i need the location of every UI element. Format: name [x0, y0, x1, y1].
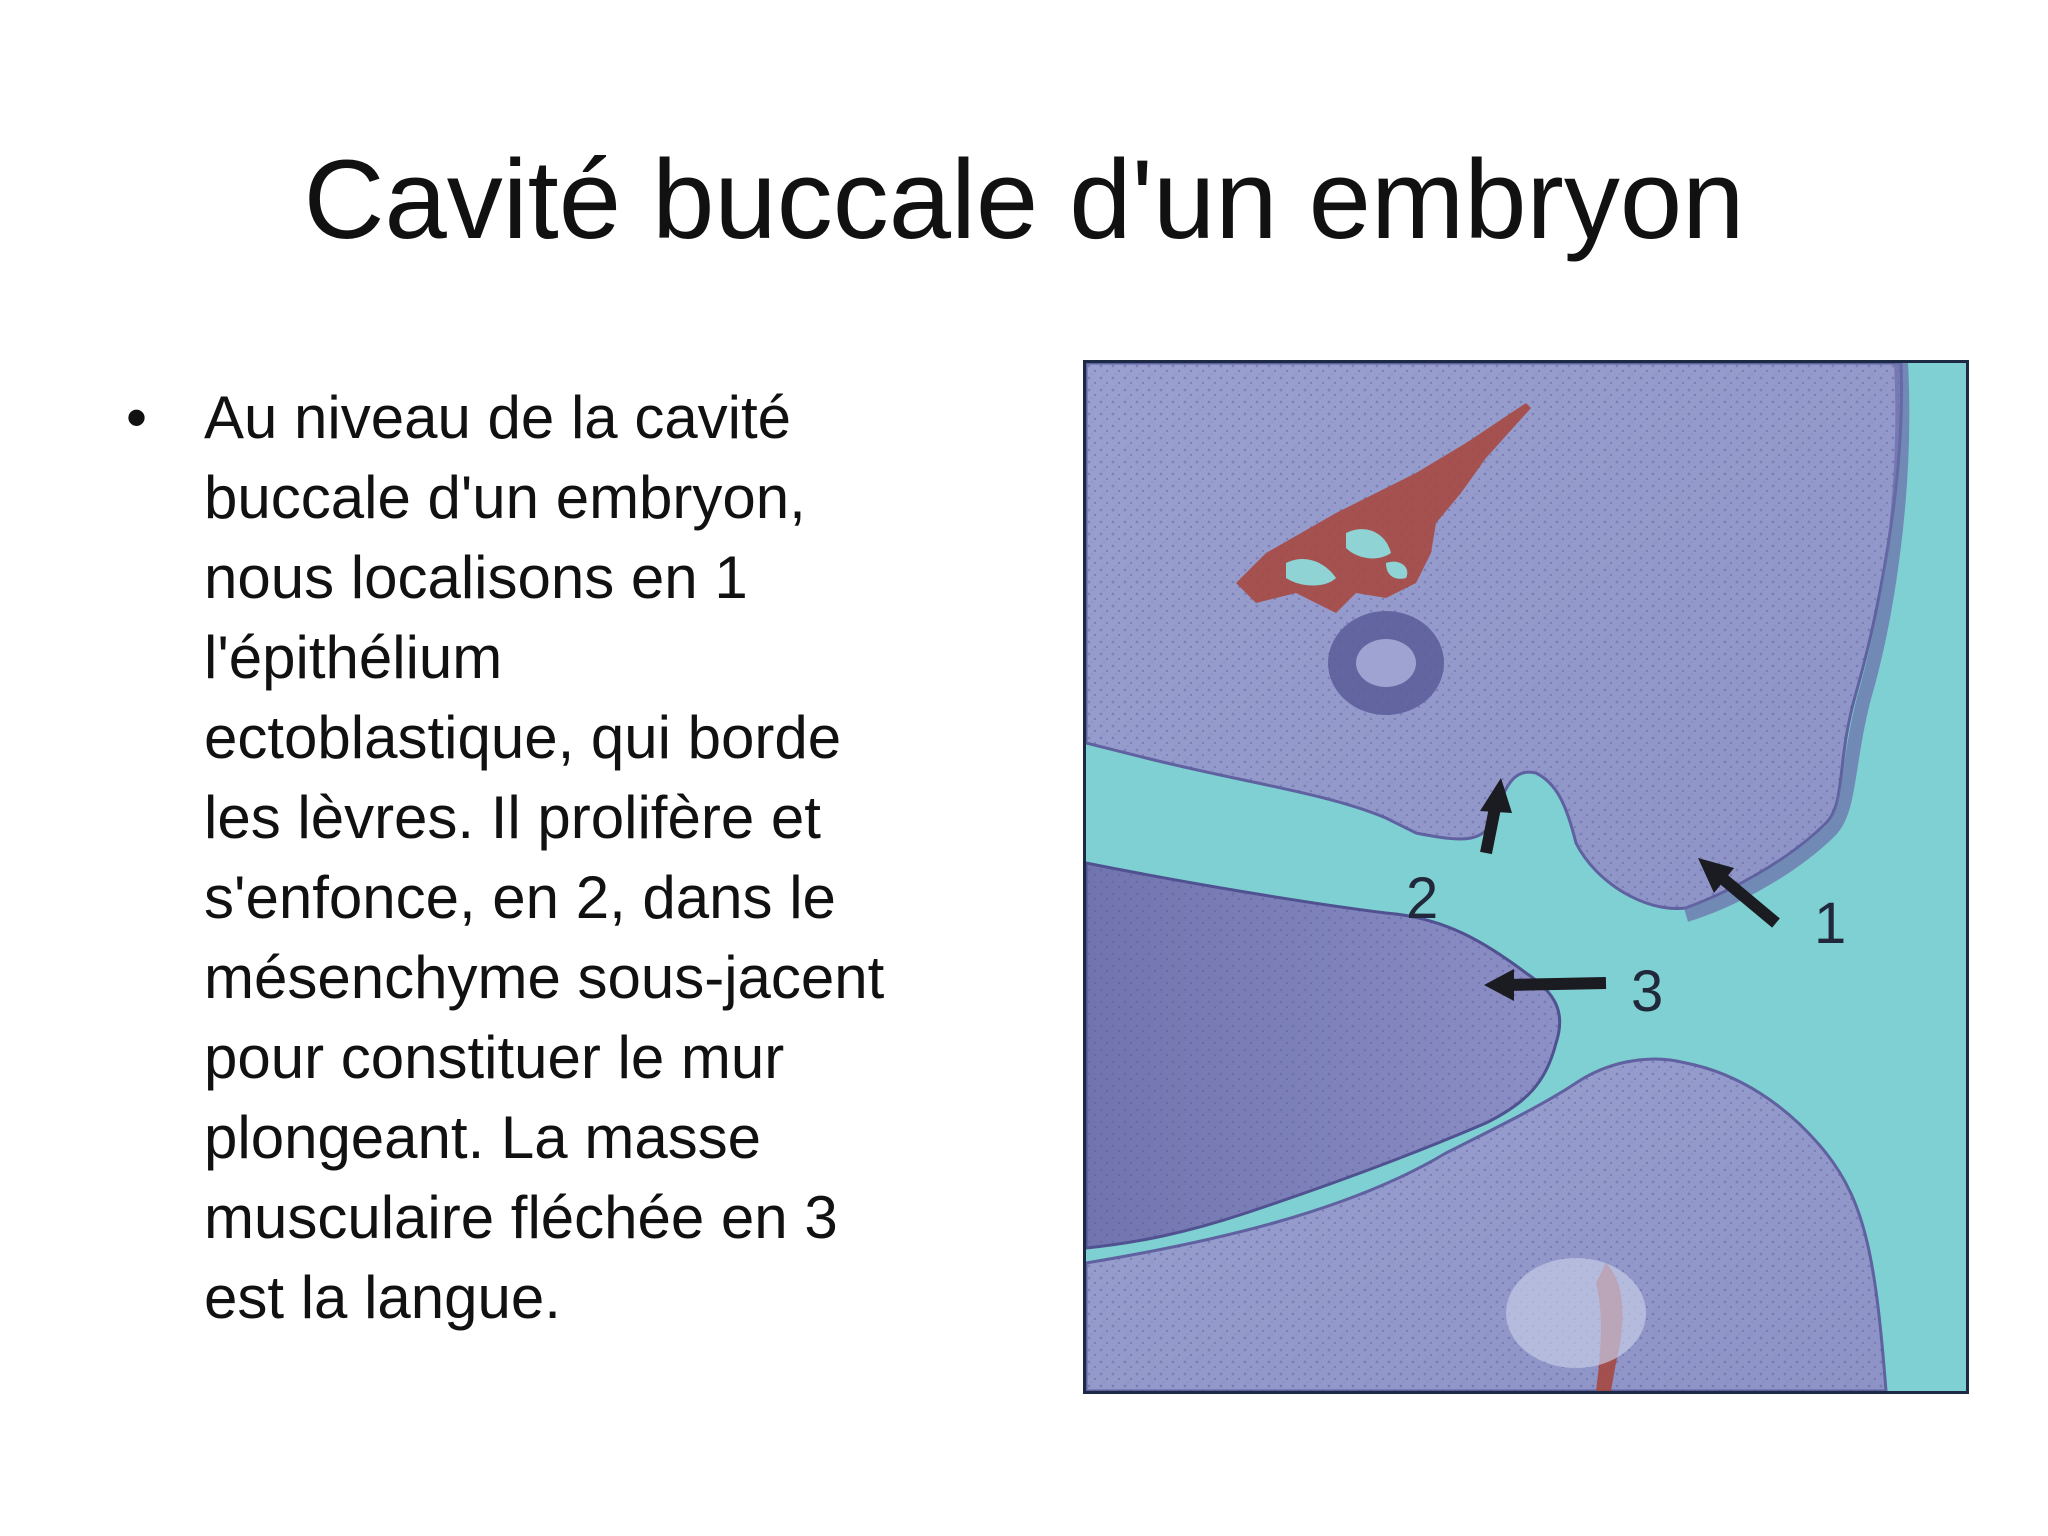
- slide-body: [126, 378, 1006, 1338]
- micrograph-svg: [1086, 363, 1966, 1391]
- marker-label-3: 3: [1631, 959, 1664, 1024]
- marker-label-1: 1: [1814, 891, 1847, 956]
- bullet-line: nous localisons en 1: [204, 544, 748, 611]
- bullet-line: buccale d'un embryon,: [204, 464, 806, 531]
- bullet-line: ectoblastique, qui borde: [204, 704, 842, 771]
- slide-title: Cavité buccale d'un embryon: [303, 137, 1745, 262]
- tooth-bud-core: [1356, 639, 1416, 687]
- bullet-line: musculaire fléchée en 3: [204, 1184, 838, 1251]
- histology-micrograph: [1083, 360, 1969, 1394]
- cartilage-region: [1506, 1258, 1646, 1368]
- bullet-line: plongeant. La masse: [204, 1104, 762, 1171]
- bullet-dot: •: [126, 384, 148, 451]
- bullet-line: est la langue.: [204, 1264, 561, 1331]
- bullet-line: s'enfonce, en 2, dans le: [204, 864, 836, 931]
- bullet-line: mésenchyme sous-jacent: [204, 944, 885, 1011]
- marker-label-2: 2: [1406, 866, 1439, 931]
- bullet-line: pour constituer le mur: [204, 1024, 785, 1091]
- bullet-line: l'épithélium: [204, 624, 503, 691]
- bullet-line: Au niveau de la cavité: [204, 384, 792, 451]
- bullet-item: [126, 378, 1006, 1338]
- bullet-line: les lèvres. Il prolifère et: [204, 784, 821, 851]
